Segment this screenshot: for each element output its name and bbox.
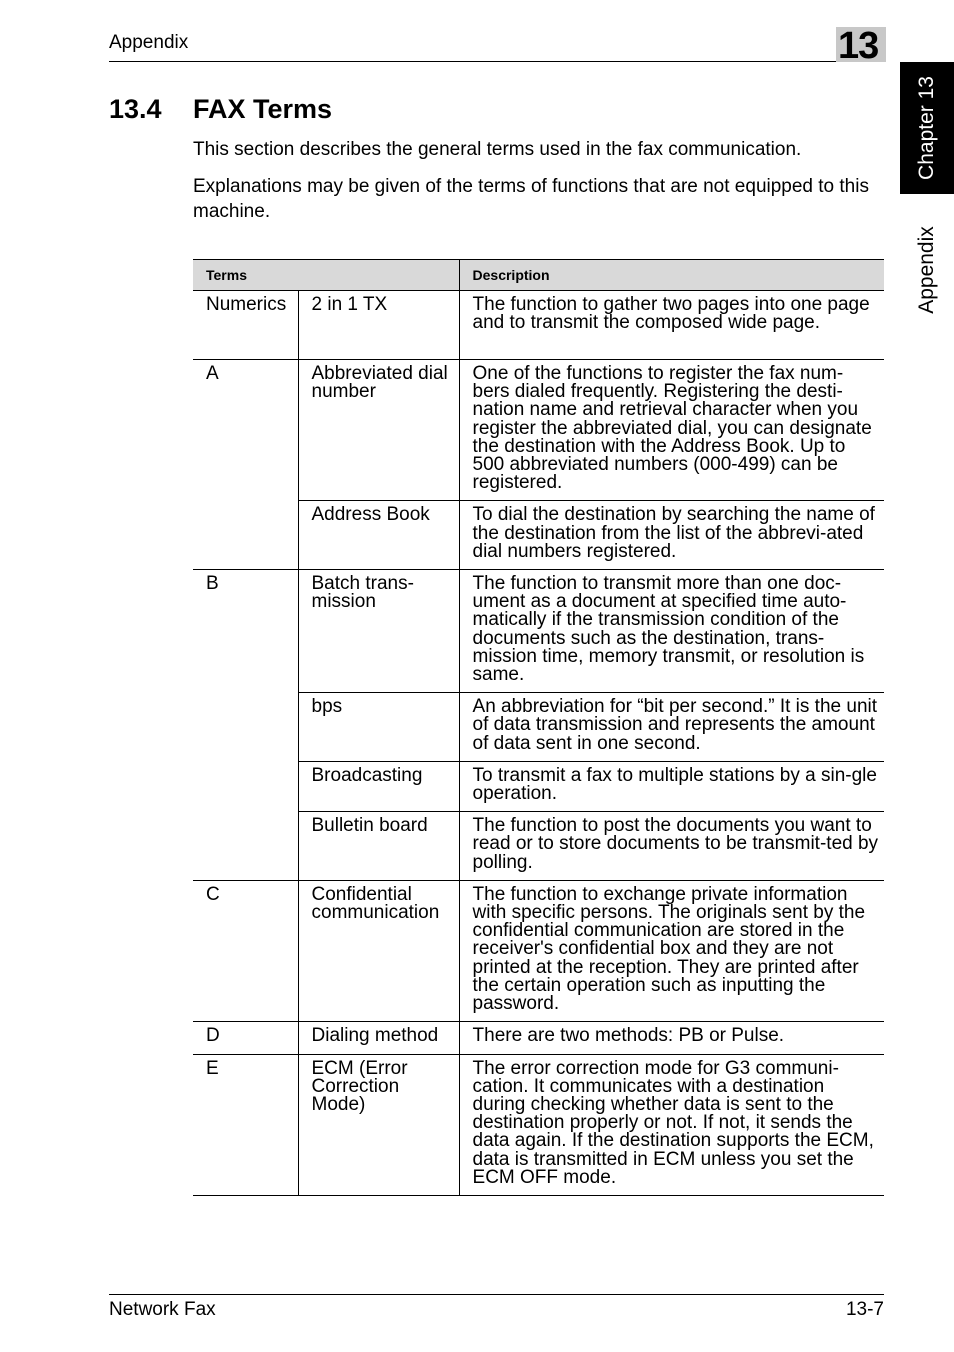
row-term: Bulletin board xyxy=(298,812,459,881)
row-description: An abbreviation for “bit per second.” It is the unit of data transmission and represents the amount of data sent in one second. xyxy=(459,693,884,762)
table-row xyxy=(193,1054,884,1195)
row-description: There are two methods: PB or Pulse. xyxy=(459,1022,884,1054)
row-letter: A xyxy=(206,363,219,384)
row-term: ECM (Error Correction Mode) xyxy=(298,1054,459,1195)
terms-table xyxy=(193,259,884,1196)
side-tab-chapter-label: Chapter 13 xyxy=(915,76,938,180)
section-number: 13.4 xyxy=(109,94,162,124)
table-row xyxy=(193,880,884,1021)
table-row xyxy=(193,812,884,881)
section-title xyxy=(109,94,332,125)
description-column-header: Description xyxy=(459,260,884,291)
table-row xyxy=(193,693,884,762)
table-row xyxy=(193,761,884,811)
terms-column-header: Terms xyxy=(193,260,459,291)
row-letter xyxy=(193,761,298,811)
chapter-number-box xyxy=(836,25,886,67)
side-tab-section xyxy=(900,210,954,330)
row-description: The function to gather two pages into one page and to transmit the composed wide page. xyxy=(459,291,884,360)
table-header-row xyxy=(193,260,884,291)
row-term: 2 in 1 TX xyxy=(298,291,459,360)
side-tab-chapter xyxy=(900,62,954,194)
row-description: The function to transmit more than one doc-ument as a document at specified time auto-matically if the transmission condition of the documents such as the destination, trans-mission time, memory transmit, or resolution is same. xyxy=(459,570,884,693)
note-paragraph: Explanations may be given of the terms of functions that are not equipped to this machine. xyxy=(193,176,869,222)
table-row xyxy=(193,501,884,570)
row-term: Confidential communication xyxy=(298,880,459,1021)
footer-title: Network Fax xyxy=(109,1299,216,1320)
row-letter: E xyxy=(193,1054,298,1195)
row-description: The error correction mode for G3 communi-cation. It communicates with a destination during checking whether data is sent to the destination properly or not. If not, it sends the data again. If the destination supports the ECM, data is transmitted in ECM unless you set the ECM OFF mode. xyxy=(459,1054,884,1195)
footer-rule xyxy=(109,1294,884,1295)
table-row xyxy=(193,291,884,360)
row-description: The function to post the documents you want to read or to store documents to be transmit-ted by polling. xyxy=(459,812,884,881)
intro-paragraph: This section describes the general terms used in the fax communication. xyxy=(193,139,802,160)
table-row xyxy=(193,570,884,693)
table-row xyxy=(193,1022,884,1054)
row-letter xyxy=(193,693,298,762)
row-description: To dial the destination by searching the name of the destination from the list of the abbrevi-ated dial numbers registered. xyxy=(459,501,884,570)
row-description: The function to exchange private information with specific persons. The originals sent by the confidential communication are stored in the receiver's confidential box and they are not printed at the reception. They are printed after the certain operation such as inputting the password. xyxy=(459,880,884,1021)
row-letter: Numerics xyxy=(193,291,298,360)
row-letter: C xyxy=(193,880,298,1021)
row-term: Broadcasting xyxy=(298,761,459,811)
row-letter: B xyxy=(206,573,219,595)
row-description: One of the functions to register the fax num-bers dialed frequently. Registering the desti-nation name and retrieval character when you register the abbreviated dial, you can designate the destination with the Address Book. Up to 500 abbreviated numbers (000-499) can be registered. xyxy=(459,360,884,501)
row-term: Dialing method xyxy=(298,1022,459,1054)
page-number: 13-7 xyxy=(845,1299,884,1320)
row-term: Abbreviated dial number xyxy=(298,360,459,501)
row-term: Address Book xyxy=(298,501,459,570)
header-rule xyxy=(109,61,884,62)
chapter-number: 13 xyxy=(838,25,879,67)
row-term: Batch trans-mission xyxy=(298,570,459,693)
row-term: bps xyxy=(298,693,459,762)
table-row xyxy=(193,360,884,501)
row-letter xyxy=(193,501,298,570)
running-header: Appendix xyxy=(109,32,189,53)
row-letter: D xyxy=(193,1022,298,1054)
row-description: To transmit a fax to multiple stations by a sin-gle operation. xyxy=(459,761,884,811)
side-tab-section-label: Appendix xyxy=(915,226,938,314)
row-letter xyxy=(193,812,298,881)
section-heading: FAX Terms xyxy=(193,94,333,124)
